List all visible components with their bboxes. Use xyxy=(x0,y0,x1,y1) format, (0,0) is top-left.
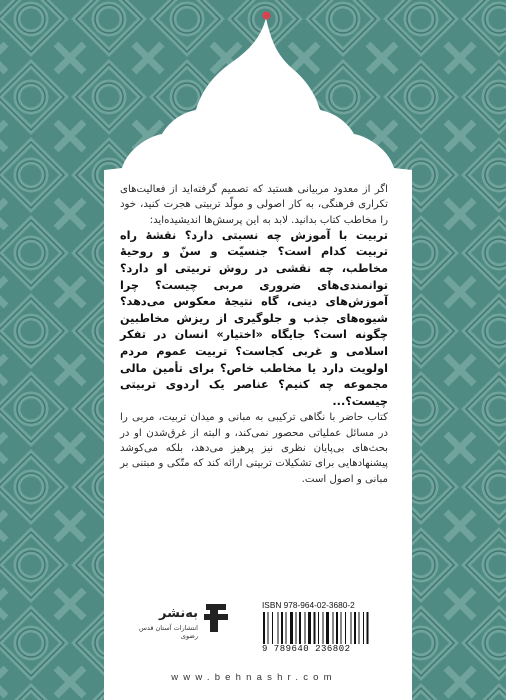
red-dot-icon xyxy=(262,11,271,20)
website-url: www.behnashr.com xyxy=(171,672,337,683)
publisher-name: به‌نشر xyxy=(159,606,198,621)
isbn-label: ISBN 978-964-02-3680-2 xyxy=(262,600,355,610)
closing-paragraph: کتاب حاضر با نگاهی ترکیبی به مبانی و میدان تربیت، مربی را در مسائل عملیاتی محصور نمی‌کند، و البته از غرق‌شدن او در بحث‌های بی‌پایان نظری نیز پرهیز می‌دهد، بلکه می‌کوشد پیشنهادهایی برای تشکیلات تربیتی ارائه کند که متّکی و مبتنی بر مبانی و اصول است. xyxy=(120,412,388,485)
behnashr-logo-icon xyxy=(202,600,230,636)
barcode-digits: 9 789640 236802 xyxy=(262,644,351,654)
back-cover-text xyxy=(120,182,388,592)
barcode xyxy=(262,612,386,644)
questions-paragraph: تربیت با آموزش چه نسبتی دارد؟ نقشهٔ راه تربیت کدام است؟ جنسیّت و سنّ و روحیهٔ مخاطب، چه نقشی در روش تربیتی او دارد؟ توانمندی‌های ضروری مربی چیست؟ چرا آموزش‌های دینی، گاه نتیجهٔ معکوس می‌دهد؟ شیوه‌های جذب و جلوگیری از ریزش مخاطبین چگونه است؟ جایگاه «اختیار» انسان در تفکر اسلامی و غربی کجاست؟ تربیت عموم مردم اولویت دارد یا مخاطب خاص؟ برای تأمین مالی مجموعه چه کنیم؟ عناصر یک اردوی تربیتی چیست؟... xyxy=(120,228,388,408)
publisher-subtitle: انتشارات آستان قدس رضوی xyxy=(139,624,198,640)
intro-paragraph: اگر از معدود مربیانی هستید که تصمیم گرفته‌اید از فعالیت‌های تکراری فرهنگی، به کار اصولی و مولّد تربیتی هجرت کنید، خود را مخاطب کتاب بدانید. لابد به این پرسش‌ها اندیشیده‌اید: xyxy=(120,184,388,226)
